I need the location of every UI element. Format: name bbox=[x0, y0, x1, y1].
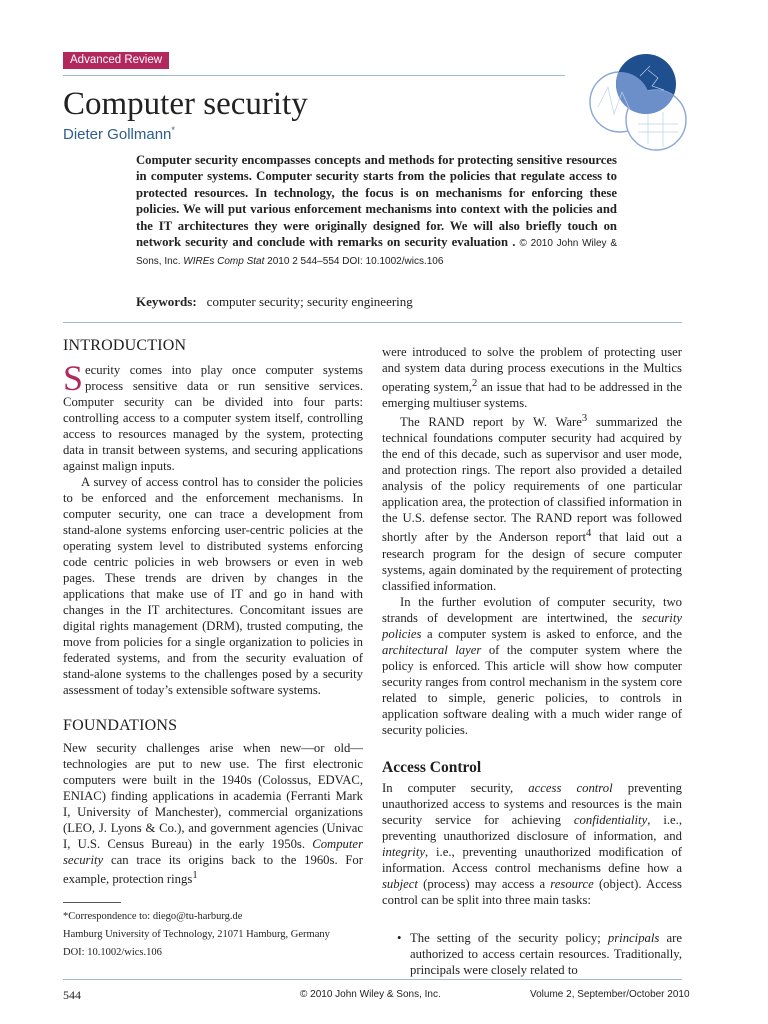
footer-rule bbox=[63, 979, 682, 980]
keywords-value: computer security; security engineering bbox=[206, 294, 413, 309]
section-divider bbox=[63, 322, 682, 323]
right-paragraph-1: were introduced to solve the problem of protecting user and system data during process executions in the Multics operating system,$^2$ an issue that had to be addressed in the emerging multiuser systems. bbox=[382, 345, 682, 411]
drop-cap: S bbox=[63, 358, 84, 398]
author-name[interactable]: Dieter Gollmann* bbox=[63, 125, 175, 143]
overlapping-circles-logo-icon bbox=[578, 52, 708, 162]
footnote-rule bbox=[63, 902, 121, 903]
keywords-label: Keywords: bbox=[136, 294, 197, 309]
intro-paragraph-1: Security comes into play once computer systems process sensitive data or run sensitive services. Computer security can be divided into four parts: controlling access to a computer system itself, controlling access to resources managed by the system, protecting data in transit between systems, and securing applications against malign inputs. bbox=[63, 358, 363, 473]
footnote-ref[interactable]: 3 bbox=[581, 413, 588, 425]
footer-volume: Volume 2, September/October 2010 bbox=[530, 989, 690, 1000]
section-badge: Advanced Review bbox=[63, 52, 169, 69]
correspondence-footnote: *Correspondence to: diego@tu-harburg.de Hamburg University of Technology, 21071 Hamburg, Germany DOI: 10.1002/wics.106 bbox=[63, 911, 330, 958]
introduction-heading: INTRODUCTION bbox=[63, 337, 187, 354]
footnote-ref[interactable]: 1 bbox=[192, 870, 198, 881]
foundations-paragraph-1: New security challenges arise when new—or old—technologies are put to new use. The first electronic computers were built in the 1940s (Colossus, EDVAC, ENIAC) finding applications in academia (Ferranti Mark I, University of Manchester), commercial organizations (LEO, J. Lyons & Co.), and government agencies (Univac I, U.S. Census Bureau) in the early 1950s. Computer security can trace its origins back to the 1960s. For example, protection rings$^1$ bbox=[63, 741, 364, 887]
access-control-heading: Access Control bbox=[382, 758, 482, 776]
abstract: Computer security encompasses concepts and methods for protecting sensitive resources in computer systems. Computer security starts from the policies that regulate access to protected resources. In technology, the focus is on mechanisms for enforcing these policies. We will put various enforcement mechanisms into context with the policies and the IT architectures they were originally designed for. We will also briefly touch on network security and conclude with remarks on security evaluation . © 2010 John Wiley & Sons, Inc. WIREs Comp Stat 2010 2 544–554 DOI: 10.1002/wics.106 bbox=[136, 153, 617, 268]
left-column bbox=[63, 338, 363, 887]
footnote-ref[interactable]: 4 bbox=[586, 528, 592, 540]
access-control-paragraph: In computer security, access control preventing unauthorized access to systems and resources is the main security service for achieving confidentiality, i.e., preventing unauthorized disclosure of information, and integrity, i.e., preventing unauthorized modification of information. Access control mechanisms define how a subject (process) may access a resource (object). Access control can be split into three main tasks: bbox=[382, 780, 683, 907]
intro-paragraph-2: A survey of access control has to consider the policies to be enforced and the enforcement mechanisms. In computer security, one can trace a development from stand-alone systems enforcing user-centric policies at the operating system level to distributed systems enforcing code centric policies in web browsers or even in web pages. These trends are driven by changes in the applications that make use of IT and go in hand with changes in the IT architectures. Concomitant issues are digital rights management (DRM), trusted computing, the move from policies for a single organization to policies in federated systems, and from the security evaluation of stand-alone systems to the challenges posed by a security assessment of today’s extensible software systems. bbox=[63, 475, 363, 697]
title-rule bbox=[63, 75, 565, 76]
list-item: • The setting of the security policy; principals are authorized to access certain resources. Traditionally, principals were closely related to bbox=[382, 930, 682, 978]
footer-copyright: © 2010 John Wiley & Sons, Inc. bbox=[300, 989, 441, 1000]
right-column bbox=[382, 344, 682, 978]
correspondence-email[interactable]: diego@tu-harburg.de bbox=[152, 911, 243, 922]
page-number: 544 bbox=[63, 988, 81, 1002]
article-title: Computer security bbox=[63, 86, 308, 122]
footnote-ref[interactable]: 2 bbox=[471, 378, 478, 389]
right-paragraph-3: In the further evolution of computer security, two strands of development are intertwined, the security policies a computer system is asked to enforce, and the architectural layer of the computer system where the policy is enforced. This article will show how computer security ranges from control mechanism in the system core related to simple, generic policies, to controls in application software dealing with a much wider range of security policies. bbox=[382, 594, 682, 737]
right-paragraph-2: The RAND report by W. Ware$^3$ summarized the technical foundations computer security had acquired by the end of this decade, such as supervisor and user mode, and protection rings. The report also provided a detailed analysis of the policy requirements of one particular application area, the protection of classified information in the U.S. defense sector. The RAND report was followed shortly after by the Anderson report$^4$ that laid out a research program for the design of secure computer systems, again dominated by the requirement of protecting classified information. bbox=[382, 413, 682, 593]
keywords bbox=[136, 294, 413, 310]
foundations-heading: FOUNDATIONS bbox=[63, 717, 178, 734]
